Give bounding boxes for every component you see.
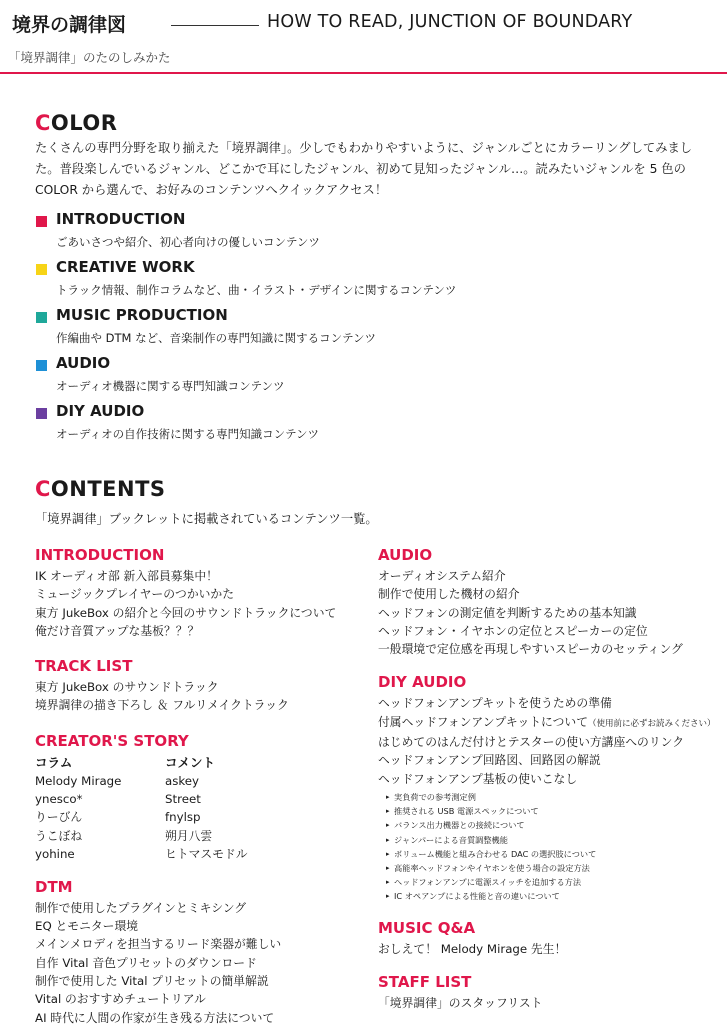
color-desc: 作編曲や DTM など、音楽制作の専門知識に関するコンテンツ (56, 331, 377, 345)
color-name: INTRODUCTION (56, 210, 186, 228)
category-title: TRACK LIST (35, 657, 133, 676)
contents-intro-text: 「境界調律」ブックレットに掲載されているコンテンツ一覧。 (35, 512, 378, 526)
sub-list-item: ▸ ボリューム機能と組み合わせる DAC の選択肢について (384, 847, 723, 861)
column-authors (35, 753, 121, 863)
diy-audio-group (378, 672, 723, 903)
category-title: AUDIO (378, 546, 433, 564)
list-item: 「境界調律」のスタッフリスト (378, 995, 543, 1010)
contents-title-rest: ONTENTS (50, 477, 166, 501)
list-item: Vital のおすすめチュートリアル (35, 992, 206, 1007)
list-item: 俺だけ音質アップな基板？？？ (35, 623, 200, 638)
list-item: Street (165, 792, 201, 807)
list-item: メインメロディを担当するリード楽器が難しい (35, 937, 282, 952)
color-desc: ごあいさつや紹介、初心者向けの優しいコンテンツ (56, 235, 320, 249)
color-desc: オーディオの自作技術に関する専門知識コンテンツ (56, 427, 320, 441)
list-item: 東方 JukeBox のサウンドトラック (35, 680, 219, 695)
page-subtitle: 「境界調律」のたのしみかた (8, 50, 171, 65)
usage-note: （使用前に必ずお読みください） (588, 718, 716, 729)
list-item: yohine (35, 846, 75, 861)
contents-right-column (378, 545, 723, 1012)
color-item-audio (35, 356, 675, 402)
sub-list-item: ▸ IC オペアンプによる性能と音の違いについて (384, 889, 723, 903)
category-title: CREATOR'S STORY (35, 731, 189, 750)
sub-list-item: ▸ バランス出力機器との接続について (384, 818, 723, 832)
audio-group (378, 545, 723, 658)
yellow-swatch (36, 264, 47, 275)
color-item-creative-work (35, 260, 675, 306)
list-item: AI 時代に人間の作家が生き残る方法について (35, 1010, 275, 1025)
list-item: 制作で使用した機材の紹介 (378, 587, 520, 602)
list-item: ヘッドフォン・イヤホンの定位とスピーカーの定位 (378, 623, 648, 638)
title-divider (171, 25, 259, 26)
list-item: 制作で使用したプラグインとミキシング (35, 900, 247, 915)
list-item: askey (165, 773, 200, 788)
contents-title-initial: C (35, 477, 51, 501)
sub-list-item: ▸ 実負荷での参考測定例 (384, 790, 723, 804)
category-title: INTRODUCTION (35, 546, 165, 564)
list-item: りーびん (35, 810, 83, 825)
introduction-group (35, 545, 365, 640)
creators-story-group (35, 731, 365, 877)
purple-swatch (36, 408, 47, 419)
list-item: IK オーディオ部 新入部員募集中！ (35, 569, 218, 583)
list-item: ヒトマスモドル (165, 846, 248, 861)
track-list-group (35, 656, 365, 715)
creator-grid (35, 753, 335, 877)
list-item: ヘッドフォンアンプ回路図、回路図の解説 (378, 753, 601, 768)
color-intro-text: たくさんの専門分野を取り揃えた「境界調律」。少しでもわかりやすいように、ジャンルごとにカラーリングしてみました。普段楽しんでいるジャンル、どこかで耳にしたジャンル、初めて見知ったジャンル…。読みたいジャンルを 5 色の COLOR から選んで、お好みのコンテンツへクイックアクセス！ (35, 141, 693, 197)
dtm-group (35, 877, 365, 1027)
list-item: EQ とモニター環境 (35, 919, 139, 934)
color-name: CREATIVE WORK (56, 258, 195, 276)
comment-authors (165, 753, 248, 863)
list-item: はじめてのはんだ付けとテスターの使い方講座へのリンク (378, 735, 685, 750)
color-name: MUSIC PRODUCTION (56, 306, 228, 324)
list-item: ミュージックプレイヤーのつかいかた (35, 587, 235, 602)
list-item: 東方 JukeBox の紹介と今回のサウンドトラックについて (35, 605, 337, 620)
list-item: 自作 Vital 音色プリセットのダウンロード (35, 955, 257, 970)
list-item: オーディオシステム紹介 (378, 569, 506, 583)
list-item: ynesco* (35, 792, 83, 807)
sub-list-item: ▸ 高能率ヘッドフォンやイヤホンを使う場合の設定方法 (384, 861, 723, 875)
list-item: 一般環境で定位感を再現しやすいスピーカのセッティング (378, 642, 683, 657)
color-item-introduction (35, 212, 675, 258)
teal-swatch (36, 312, 47, 323)
list-item: Melody Mirage (35, 773, 122, 788)
red-swatch (36, 216, 47, 227)
list-item: うこぼね (35, 828, 83, 843)
sub-list-item: ▸ ヘッドフォンアンプに電源スイッチを追加する方法 (384, 875, 723, 889)
sub-item-list (378, 790, 723, 904)
category-title: MUSIC Q&A (378, 918, 476, 937)
list-item: おしえて！ Melody Mirage 先生！ (378, 941, 567, 956)
contents-left-column (35, 545, 365, 1027)
staff-list-group (378, 972, 723, 1012)
color-item-diy-audio (35, 404, 675, 450)
list-item-text: 付属ヘッドフォンアンプキットについて (378, 714, 588, 729)
contents-section-title (35, 477, 166, 501)
list-item: 制作で使用した Vital プリセットの簡単解説 (35, 973, 269, 988)
color-name: AUDIO (56, 354, 111, 372)
page-title-en: HOW TO READ, JUNCTION OF BOUNDARY (267, 12, 633, 32)
list-item: 境界調律の描き下ろし ＆ フルリメイクトラック (35, 698, 289, 713)
header-accent-line (0, 72, 727, 74)
list-item: ヘッドフォンアンプ基板の使いこなし (378, 771, 578, 786)
color-desc: トラック情報、制作コラムなど、曲・イラスト・デザインに関するコンテンツ (56, 283, 457, 297)
category-title: DTM (35, 877, 73, 896)
music-qa-group (378, 918, 723, 958)
color-name: DIY AUDIO (56, 402, 145, 420)
sub-list-item: ▸ 推奨される USB 電源スペックについて (384, 804, 723, 818)
color-section-title (35, 111, 117, 135)
color-item-music-production (35, 308, 675, 354)
list-item-with-note (378, 713, 723, 733)
page-title-jp: 境界の調律図 (12, 14, 127, 36)
sub-list-item: ▸ ジャンパーによる音質調整機能 (384, 833, 723, 847)
list-item: ヘッドフォンアンプキットを使うための準備 (378, 696, 612, 711)
page-header (8, 10, 720, 40)
color-title-initial: C (35, 111, 51, 135)
column-header: コラム (35, 754, 73, 770)
list-item: ヘッドフォンの測定値を判断するための基本知識 (378, 605, 637, 620)
category-title: STAFF LIST (378, 972, 472, 991)
blue-swatch (36, 360, 47, 371)
comment-header: コメント (165, 754, 216, 770)
category-title: DIY AUDIO (378, 673, 467, 692)
list-item: fnylsp (165, 810, 201, 825)
color-title-rest: OLOR (50, 111, 118, 135)
list-item: 朔月八雲 (165, 828, 213, 843)
color-desc: オーディオ機器に関する専門知識コンテンツ (56, 379, 285, 393)
